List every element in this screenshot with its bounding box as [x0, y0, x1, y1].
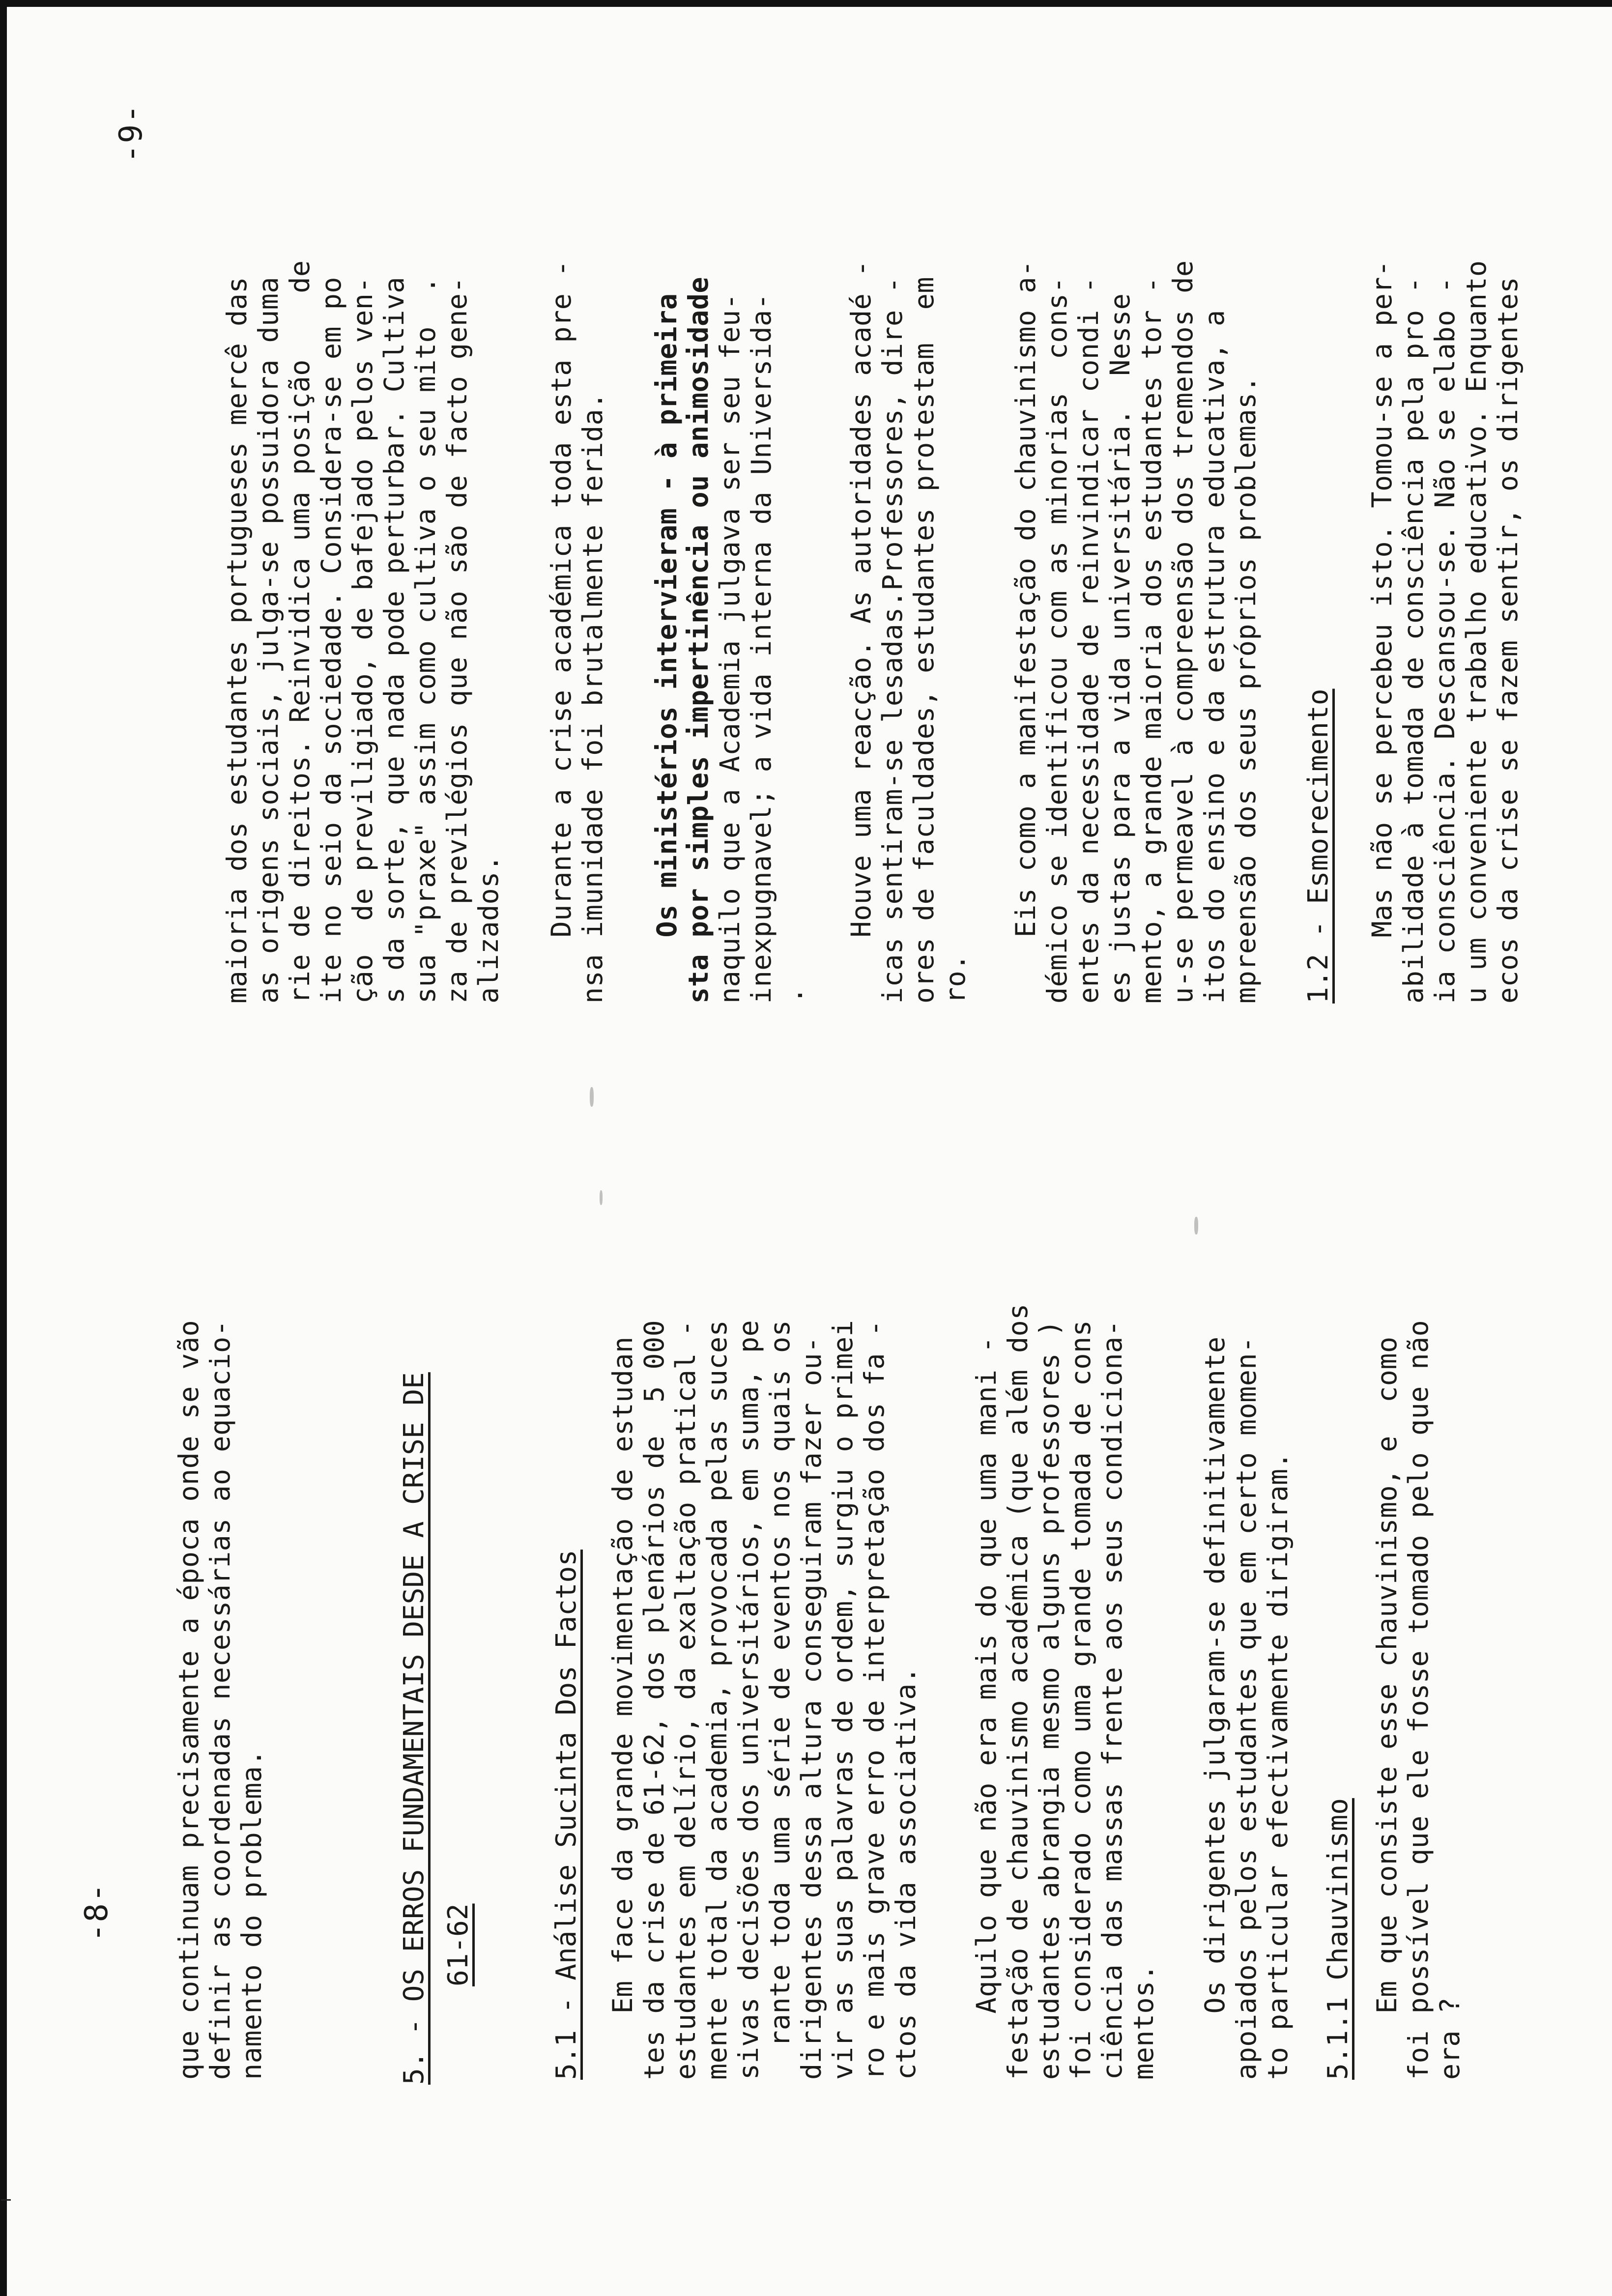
text-line: entes da necessidade de reinvindicar condi -: [1073, 277, 1104, 1004]
text-line: ores de faculdades, estudantes protestam em: [908, 277, 940, 1004]
text-line: estudantes abrangia mesmo alguns professores ): [1034, 1320, 1065, 2080]
text-line: u-se permeavel à compreensão dos tremendos de: [1167, 260, 1199, 1004]
text-line: sivas decisões dos universitários, em suma, pe: [733, 1320, 764, 2080]
text-line: abilidade à tomada de consciência pela pro -: [1398, 277, 1429, 1004]
text-line: es justas para a vida universitária. Nesse: [1104, 293, 1136, 1004]
text-line: Os ministérios intervieram - à primeira: [651, 293, 683, 1004]
text-line: ro e mais grave erro de interpretação dos fa -: [859, 1320, 890, 2080]
text-line: sta por simples impertinência ou animosidade: [683, 277, 714, 1004]
text-line: mento, a grande maioria dos estudantes tor -: [1136, 277, 1167, 1004]
text-line: dirigentes dessa altura conseguiram fazer ou-: [796, 1336, 827, 2080]
text-line: ctos da vida associativa.: [890, 1666, 921, 2080]
text-line: Em face da grande movimentação de estudan: [607, 1336, 638, 2080]
text-line: Em que consiste esse chauvinismo, e como: [1371, 1336, 1403, 2080]
text-line: icas sentiram-se lesadas.Professores, dire -: [877, 277, 908, 1004]
page-number-left: -8-: [79, 1882, 115, 1942]
text-line: rie de direitos. Reinvidica uma posição de: [284, 260, 316, 1004]
text-line: ia consciência. Descansou-se. Não se elabo -: [1429, 277, 1461, 1004]
text-line: itos do ensino e da estrutura educativa, a: [1199, 310, 1230, 1004]
text-line: nsa imunidade foi brutalmente ferida.: [577, 392, 608, 1004]
text-line: Aquilo que não era mais do que uma mani -: [971, 1336, 1002, 2080]
right-subsection-heading: 1.2 - Esmorecimento: [1302, 689, 1334, 1004]
text-line: as origens sociais, julga-se possuidora duma: [253, 277, 284, 1004]
text-line: ção de previligiado, de bafejado pelos ven-: [347, 277, 378, 1004]
text-line: que continuam precisamente a época onde se vão: [173, 1320, 204, 2080]
text-line: ro.: [940, 954, 971, 1004]
text-line: mentos.: [1128, 1964, 1159, 2080]
subsection-heading: 5.1 - Análise Sucinta Dos Factos: [550, 1550, 582, 2080]
text-line: .: [777, 987, 808, 1004]
subsubsection-heading: 5.1.1 Chauvinismo: [1322, 1798, 1354, 2080]
text-line: estudantes em delírio, da exaltação pratical -: [670, 1320, 701, 2080]
scan-speck: [1194, 1217, 1198, 1234]
text-line: Eis como a manifestação do chauvinismo a-: [1010, 260, 1041, 1004]
text-line: namento do problema.: [236, 1749, 267, 2080]
text-line: sua "praxe" assim como cultiva o seu mito .: [410, 277, 441, 1004]
text-line: foi considerado como uma grande tomada de cons: [1065, 1320, 1096, 2080]
text-line: s da sorte, que nada pode perturbar. Cultiva: [378, 277, 410, 1004]
text-line: ciência das massas frente aos seus condiciona-: [1096, 1320, 1128, 2080]
text-line: rante toda uma série de eventos nos quais os: [764, 1320, 796, 2080]
section-heading: 5. - OS ERROS FUNDAMENTAIS DESDE A CRISE DE: [398, 1372, 430, 2085]
text-line: vir as suas palavras de ordem, surgiu o primei: [827, 1320, 859, 2080]
text-line: inexpugnavel; a vida interna da Universida-: [746, 293, 777, 1004]
text-line: definir as coordenadas necessárias ao equacio-: [204, 1320, 236, 2080]
text-line: naquilo que a Academia julgava ser seu feu-: [714, 293, 746, 1004]
text-line: u um conveniente trabalho educativo. Enquanto: [1461, 260, 1492, 1004]
text-line: ite no seio da sociedade. Considera-se em po: [316, 277, 347, 1004]
scan-speck: [600, 1190, 603, 1205]
text-line: foi possível que ele fosse tomado pelo que não: [1403, 1320, 1434, 2080]
text-line: ecos da crise se fazem sentir, os dirigentes: [1492, 277, 1524, 1004]
text-line: apoiados pelos estudantes que em certo momen-: [1231, 1336, 1262, 2080]
text-line: Mas não se percebeu isto. Tomou-se a per-: [1366, 260, 1398, 1004]
text-line: mente total da academia, provocada pelas suces: [701, 1320, 733, 2080]
text-line: era ?: [1434, 1997, 1466, 2080]
text-line: Houve uma reacção. As autoridades acadé -: [845, 260, 877, 1004]
text-line: za de previlégios que não são de facto gene-: [441, 277, 473, 1004]
text-line: to particular efectivamente dirigiram.: [1262, 1452, 1294, 2080]
text-line: mpreensão dos seus próprios problemas.: [1230, 375, 1262, 1004]
text-line: tes da crise de 61-62, dos plenários de 5 000: [638, 1320, 670, 2080]
text-line: démico se identificou com as minorias cons-: [1041, 277, 1073, 1004]
text-line: festação de chauvinismo académica (que além dos: [1002, 1303, 1034, 2080]
scan-speck: [590, 1087, 594, 1107]
page-number-right: -9-: [113, 103, 149, 163]
text-line: Durante a crise académica toda esta pre -: [546, 260, 577, 1004]
text-line: Os dirigentes julgaram-se definitivamente: [1199, 1336, 1231, 2080]
section-heading-cont: 61-62: [442, 1903, 474, 1986]
text-line: alizados.: [473, 855, 504, 1004]
text-line: maioria dos estudantes portugueses mercê das: [221, 277, 253, 1004]
